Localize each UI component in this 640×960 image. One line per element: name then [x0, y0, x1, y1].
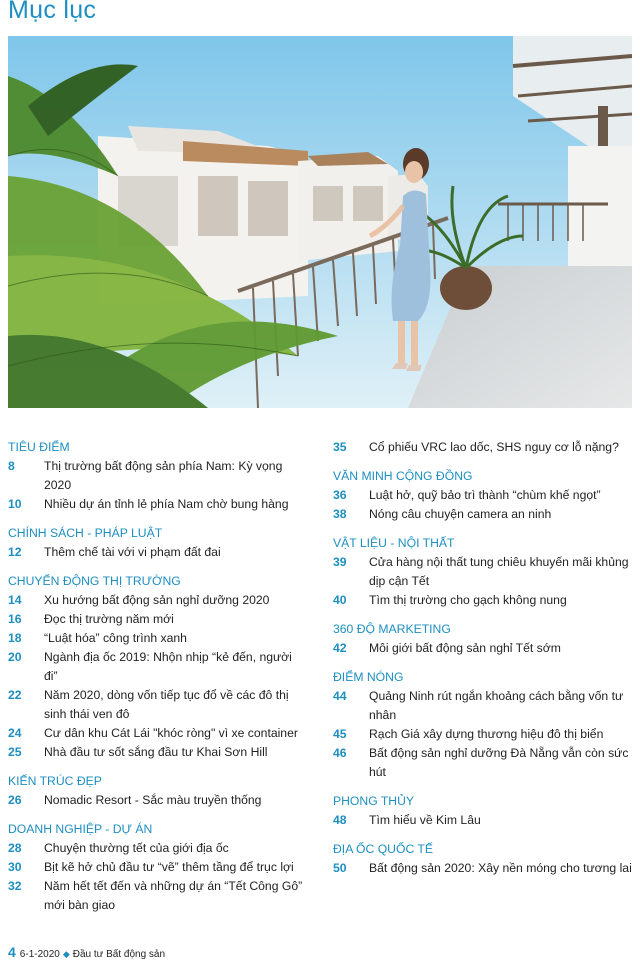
section-title: PHONG THỦY	[333, 794, 415, 808]
page-number: 40	[333, 593, 347, 607]
entry-title: Cư dân khu Cát Lái "khóc ròng" vì xe container	[44, 726, 298, 740]
page-number: 39	[333, 555, 347, 569]
section-title: KIẾN TRÚC ĐẸP	[8, 774, 102, 788]
toc-entry[interactable]	[8, 610, 308, 629]
page-title: Mục lục	[8, 0, 97, 24]
toc-entry[interactable]	[8, 858, 308, 877]
toc-entry[interactable]	[333, 505, 633, 524]
toc-section	[8, 572, 308, 762]
toc-right-column	[333, 438, 633, 888]
toc-section	[333, 467, 633, 524]
toc-entry[interactable]	[333, 687, 633, 725]
entry-title: Cổ phiếu VRC lao dốc, SHS nguy cơ lỗ nặng?	[369, 440, 619, 454]
toc-entry[interactable]	[8, 543, 308, 562]
page-number: 12	[8, 545, 22, 559]
entry-title: Môi giới bất động sản nghỉ Tết sớm	[369, 641, 561, 655]
toc-entry[interactable]	[8, 839, 308, 858]
toc-entry[interactable]	[8, 724, 308, 743]
section-title: DOANH NGHIỆP - DỰ ÁN	[8, 822, 153, 836]
page-number: 24	[8, 726, 22, 740]
toc-section	[8, 524, 308, 562]
footer-page-number: 4	[8, 944, 16, 960]
toc-entry[interactable]	[333, 486, 633, 505]
section-title: CHUYỂN ĐỘNG THỊ TRƯỜNG	[8, 574, 181, 588]
entry-title: Nhà đầu tư sốt sắng đầu tư Khai Sơn Hill	[44, 745, 268, 759]
footer-publication: Đầu tư Bất động sản	[72, 949, 166, 960]
diamond-icon: ◆	[62, 949, 70, 959]
toc-entry[interactable]	[333, 811, 633, 830]
entry-title: Thêm chế tài với vi phạm đất đai	[44, 545, 221, 559]
page-number: 45	[333, 727, 347, 741]
page-number: 22	[8, 688, 22, 702]
entry-title: Nóng câu chuyện camera an ninh	[369, 507, 552, 521]
cover-photo	[8, 36, 632, 408]
page-number: 18	[8, 631, 22, 645]
toc-section	[8, 438, 308, 514]
entry-title: Xu hướng bất động sản nghỉ dưỡng 2020	[44, 593, 270, 607]
page-number: 50	[333, 861, 347, 875]
section-title: TIÊU ĐIỂM	[8, 440, 70, 454]
entry-title: Bất động sản 2020: Xây nền móng cho tương lai	[369, 861, 632, 875]
toc-entry[interactable]	[8, 648, 308, 686]
page-number: 10	[8, 497, 22, 511]
entry-title: Luật hở, quỹ bảo trì thành “chùm khế ngọt”	[369, 488, 601, 502]
toc-entry[interactable]	[8, 457, 308, 495]
toc-entry[interactable]	[333, 553, 633, 591]
section-title: ĐIỂM NÓNG	[333, 670, 404, 684]
page-number: 36	[333, 488, 347, 502]
entry-title: Năm hết tết đến và những dự án “Tết Công Gô” mới bàn giao	[44, 879, 303, 912]
section-title: VĂN MINH CỘNG ĐỒNG	[333, 469, 473, 483]
toc-entry[interactable]	[8, 791, 308, 810]
toc-entry[interactable]	[8, 877, 308, 915]
toc-entry[interactable]	[8, 686, 308, 724]
toc-entry[interactable]	[333, 725, 633, 744]
page-number: 8	[8, 459, 15, 473]
toc-entry[interactable]	[8, 629, 308, 648]
page-number: 20	[8, 650, 22, 664]
page-number: 26	[8, 793, 22, 807]
entry-title: Tìm hiểu về Kim Lâu	[369, 813, 481, 827]
page-number: 35	[333, 440, 347, 454]
entry-title: Đọc thị trường năm mới	[44, 612, 174, 626]
page-number: 25	[8, 745, 22, 759]
toc-entry[interactable]	[8, 591, 308, 610]
footer-date: 6-1-2020	[19, 949, 60, 960]
toc-entry[interactable]	[8, 495, 308, 514]
section-title: 360 ĐỘ MARKETING	[333, 622, 451, 636]
toc-entry[interactable]	[333, 859, 633, 878]
entry-title: Năm 2020, dòng vốn tiếp tục đổ về các đô thị sinh thái ven đô	[44, 688, 289, 721]
toc-section	[333, 620, 633, 658]
entry-title: Cửa hàng nội thất tung chiêu khuyến mãi khủng dịp cận Tết	[369, 555, 629, 588]
toc-entry[interactable]	[333, 438, 633, 457]
entry-title: Nomadic Resort - Sắc màu truyền thống	[44, 793, 262, 807]
page-number: 42	[333, 641, 347, 655]
entry-title: Chuyện thường tết của giới địa ốc	[44, 841, 229, 855]
page-number: 16	[8, 612, 22, 626]
entry-title: Thị trường bất động sản phía Nam: Kỳ vọng 2020	[44, 459, 283, 492]
toc-section	[8, 772, 308, 810]
villa-balcony-illustration	[8, 36, 632, 408]
entry-title: Bất động sản nghỉ dưỡng Đà Nẵng vẫn còn sức hút	[369, 746, 629, 779]
toc-entry[interactable]	[333, 744, 633, 782]
section-title: ĐỊA ỐC QUỐC TẾ	[333, 842, 433, 856]
entry-title: Bịt kẽ hở chủ đầu tư “vẽ” thêm tầng để trục lợi	[44, 860, 294, 874]
section-title: VẬT LIỆU - NỘI THẤT	[333, 536, 455, 550]
toc-section	[333, 438, 633, 457]
page-footer	[8, 944, 165, 960]
toc-entry[interactable]	[8, 743, 308, 762]
page-number: 38	[333, 507, 347, 521]
toc-section	[333, 840, 633, 878]
toc-section	[333, 792, 633, 830]
toc-section	[333, 668, 633, 782]
toc-section	[333, 534, 633, 610]
page-number: 28	[8, 841, 22, 855]
toc-entry[interactable]	[333, 639, 633, 658]
page-number: 14	[8, 593, 22, 607]
entry-title: Quảng Ninh rút ngắn khoảng cách bằng vốn tư nhân	[369, 689, 624, 722]
entry-title: Ngành địa ốc 2019: Nhộn nhịp “kẻ đến, người đi”	[44, 650, 292, 683]
entry-title: Rạch Giá xây dựng thương hiệu đô thị biển	[369, 727, 604, 741]
page-number: 32	[8, 879, 22, 893]
toc-left-column	[8, 438, 308, 925]
toc-section	[8, 820, 308, 915]
page-number: 30	[8, 860, 22, 874]
page-number: 48	[333, 813, 347, 827]
section-title: CHÍNH SÁCH - PHÁP LUẬT	[8, 526, 163, 540]
page-number: 46	[333, 746, 347, 760]
entry-title: “Luật hóa” công trình xanh	[44, 631, 187, 645]
page-number: 44	[333, 689, 347, 703]
entry-title: Tìm thị trường cho gạch không nung	[369, 593, 567, 607]
toc-entry[interactable]	[333, 591, 633, 610]
entry-title: Nhiều dự án tỉnh lẻ phía Nam chờ bung hàng	[44, 497, 289, 511]
